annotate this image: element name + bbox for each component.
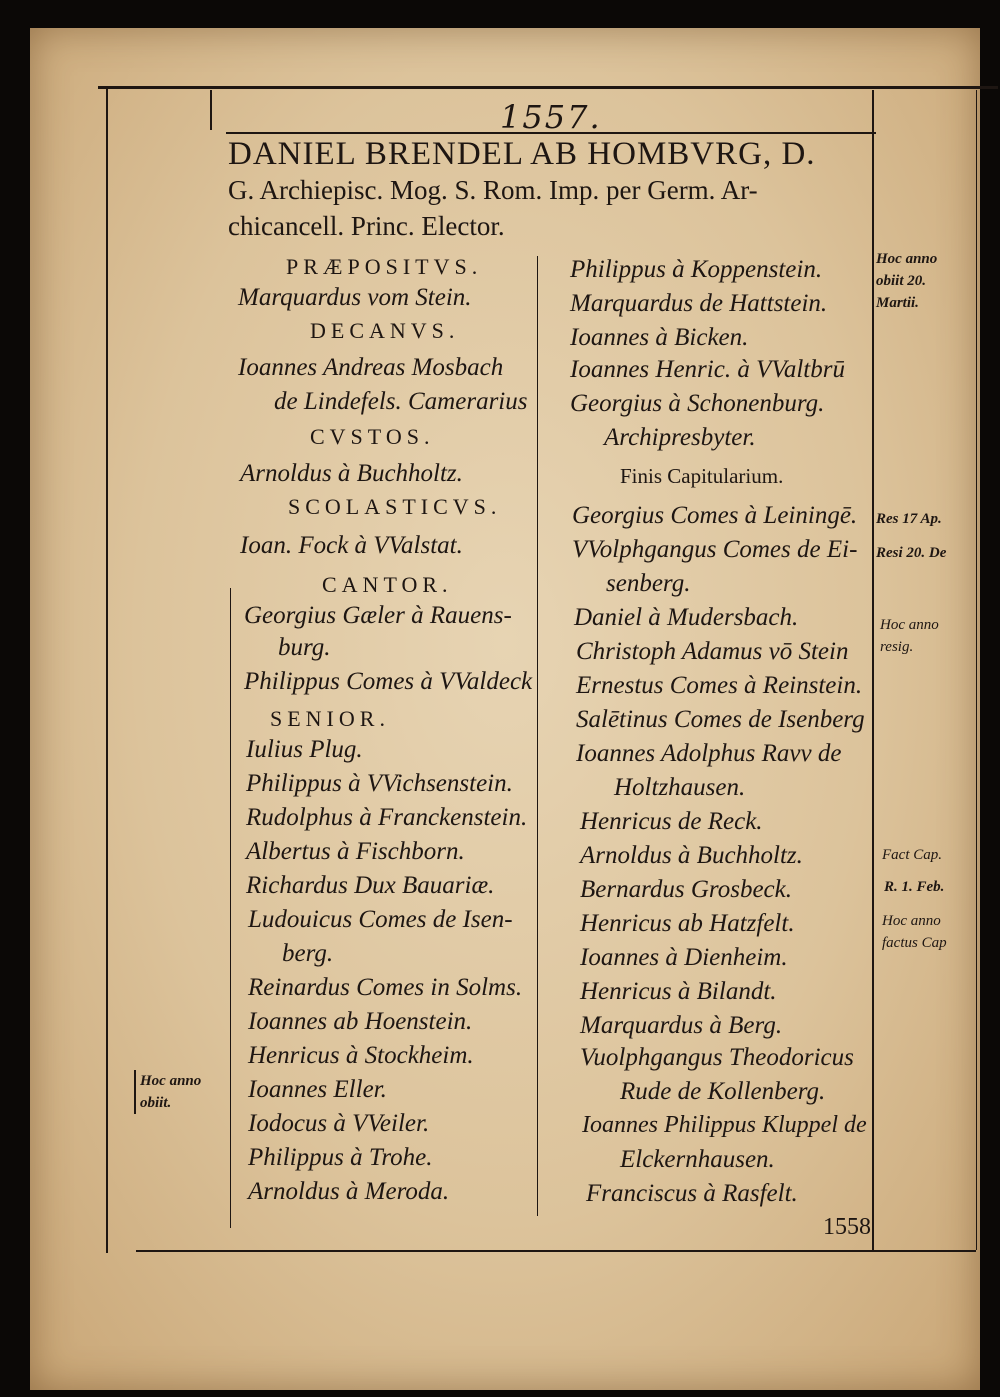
margin-note: R. 1. Feb.	[884, 879, 945, 895]
list-item: Ioannes à Bicken.	[570, 324, 749, 351]
title-line-1: DANIEL BRENDEL AB HOMBVRG, D.	[228, 136, 816, 172]
office-senior: SENIOR.	[270, 706, 390, 731]
list-item: Arnoldus à Buchholtz.	[580, 842, 803, 869]
list-item: Bernardus Grosbeck.	[580, 876, 792, 903]
scolasticus-name: Ioan. Fock à VValstat.	[240, 532, 463, 559]
title-line-3: chicancell. Princ. Elector.	[228, 211, 505, 241]
custos-name: Arnoldus à Buchholtz.	[240, 460, 463, 487]
margin-note: Hoc anno obiit 20. Martii.	[876, 251, 938, 311]
list-item: Elckernhausen.	[620, 1146, 775, 1173]
office-decanus: DECANVS.	[310, 318, 460, 343]
cantor-name-2: burg.	[278, 634, 331, 661]
column-divider-rule	[537, 256, 538, 1216]
list-item: Rude de Kollenberg.	[620, 1078, 826, 1105]
list-item: berg.	[282, 940, 334, 967]
margin-note: Fact Cap.	[882, 847, 942, 863]
list-item: Reinardus Comes in Solms.	[248, 974, 523, 1001]
list-item: Ernestus Comes à Reinstein.	[576, 672, 863, 699]
list-item: Ioannes Adolphus Ravv de	[576, 740, 842, 767]
list-item: Daniel à Mudersbach.	[574, 604, 799, 631]
list-item: Iulius Plug.	[246, 736, 363, 763]
office-cantor: CANTOR.	[322, 572, 453, 597]
list-item: Georgius à Schonenburg.	[570, 390, 825, 417]
list-item: VVolphgangus Comes de Ei-	[572, 536, 858, 563]
list-item: Christoph Adamus vō Stein	[576, 638, 849, 665]
list-item: Philippus à Trohe.	[248, 1144, 433, 1171]
list-item: Henricus de Reck.	[580, 808, 763, 835]
page-title	[228, 136, 878, 244]
right-inner-rule	[872, 90, 874, 1250]
book-page	[30, 28, 980, 1390]
list-item: Marquardus à Berg.	[580, 1012, 783, 1039]
decanus-name-2: de Lindefels. Camerarius	[274, 388, 528, 415]
list-item: Henricus à Stockheim.	[248, 1042, 474, 1069]
list-item: Holtzhausen.	[614, 774, 746, 801]
list-item: Vuolphgangus Theodoricus	[580, 1044, 854, 1071]
left-outer-rule	[106, 88, 108, 1253]
margin-note: Hoc anno factus Cap	[882, 913, 947, 951]
page-number: 1557.	[500, 98, 602, 136]
list-item: Arnoldus à Meroda.	[248, 1178, 450, 1205]
list-item: Philippus à Koppenstein.	[570, 256, 823, 283]
list-item: Philippus à VVichsenstein.	[246, 770, 513, 797]
list-item: Salētinus Comes de Isenberg	[576, 706, 865, 733]
list-item: Marquardus de Hattstein.	[570, 290, 828, 317]
margin-note: Resi 20. De	[876, 545, 947, 561]
finis-capitularium: Finis Capitularium.	[620, 464, 784, 488]
margin-note: Hoc anno obiit.	[134, 1070, 201, 1114]
office-praepositus: PRÆPOSITVS.	[286, 254, 483, 279]
list-item: Ioannes ab Hoenstein.	[248, 1008, 473, 1035]
margin-note: Hoc anno resig.	[880, 617, 939, 655]
bottom-rule	[136, 1250, 976, 1252]
list-item: Albertus à Fischborn.	[246, 838, 465, 865]
list-item: Archipresbyter.	[604, 424, 756, 451]
list-item: Georgius Comes à Leiningē.	[572, 502, 858, 529]
right-outer-rule	[976, 90, 977, 1250]
list-item: Iodocus à VVeiler.	[248, 1110, 430, 1137]
cantor-name-3: Philippus Comes à VValdeck	[244, 668, 533, 695]
left-inner-rule-lower	[230, 588, 231, 1228]
list-item: Franciscus à Rasfelt.	[586, 1180, 798, 1207]
left-inner-rule	[210, 90, 212, 130]
decanus-name-1: Ioannes Andreas Mosbach	[238, 354, 504, 381]
list-item: Ioannes Philippus Kluppel de	[582, 1112, 867, 1138]
list-item: Richardus Dux Bauariæ.	[246, 872, 495, 899]
top-rule	[98, 86, 998, 89]
list-item: Ioannes Eller.	[248, 1076, 387, 1103]
list-item: Henricus ab Hatzfelt.	[580, 910, 795, 937]
title-line-2: G. Archiepisc. Mog. S. Rom. Imp. per Germ. Ar-	[228, 175, 758, 205]
office-custos: CVSTOS.	[310, 424, 435, 449]
list-item: Henricus à Bilandt.	[580, 978, 777, 1005]
praepositus-name: Marquardus vom Stein.	[238, 284, 472, 311]
margin-note: Res 17 Ap.	[876, 511, 942, 527]
list-item: Ioannes Henric. à VValtbrū	[570, 356, 845, 383]
catchword: 1558	[823, 1214, 871, 1240]
list-item: Ioannes à Dienheim.	[580, 944, 788, 971]
office-scolasticus: SCOLASTICVS.	[288, 494, 502, 519]
list-item: Rudolphus à Franckenstein.	[246, 804, 528, 831]
list-item: senberg.	[606, 570, 691, 597]
cantor-name-1: Georgius Gæler à Rauens-	[244, 602, 512, 629]
list-item: Ludouicus Comes de Isen-	[248, 906, 513, 933]
